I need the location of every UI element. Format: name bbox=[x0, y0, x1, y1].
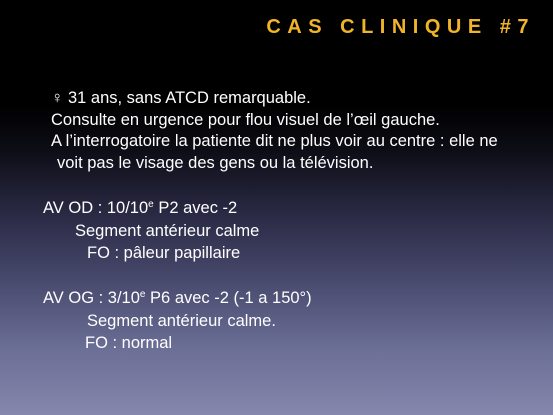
patient-history bbox=[51, 88, 531, 174]
history-line-interrogation-continued: voit pas le visage des gens ou la télévision. bbox=[57, 153, 374, 172]
od-fundus: FO : pâleur papillaire bbox=[87, 244, 241, 262]
og-fundus: FO : normal bbox=[85, 334, 173, 352]
slide-title: CAS CLINIQUE #7 bbox=[266, 16, 535, 38]
og-anterior-segment: Segment antérieur calme. bbox=[87, 311, 276, 330]
right-eye-findings bbox=[43, 197, 533, 265]
od-visual-acuity bbox=[43, 197, 533, 220]
history-line-age: ♀ 31 ans, sans ATCD remarquable. bbox=[51, 89, 311, 107]
od-anterior-segment: Segment antérieur calme bbox=[75, 221, 260, 240]
og-acuity-value: AV OG : 3/10 bbox=[43, 289, 140, 307]
od-acuity-value: AV OD : 10/10 bbox=[43, 199, 149, 217]
history-line-complaint: Consulte en urgence pour flou visuel de l’œil gauche. bbox=[51, 110, 440, 129]
og-acuity-superscript: e bbox=[139, 289, 146, 300]
history-line-interrogation: A l’interrogatoire la patiente dit ne plus voir au centre : elle ne bbox=[51, 132, 498, 150]
od-acuity-correction: P2 avec -2 bbox=[153, 199, 238, 217]
od-acuity-superscript: e bbox=[148, 199, 154, 210]
og-visual-acuity bbox=[43, 287, 533, 310]
left-eye-findings bbox=[43, 287, 533, 355]
og-acuity-correction: P6 avec -2 (-1 a 150°) bbox=[145, 289, 312, 307]
